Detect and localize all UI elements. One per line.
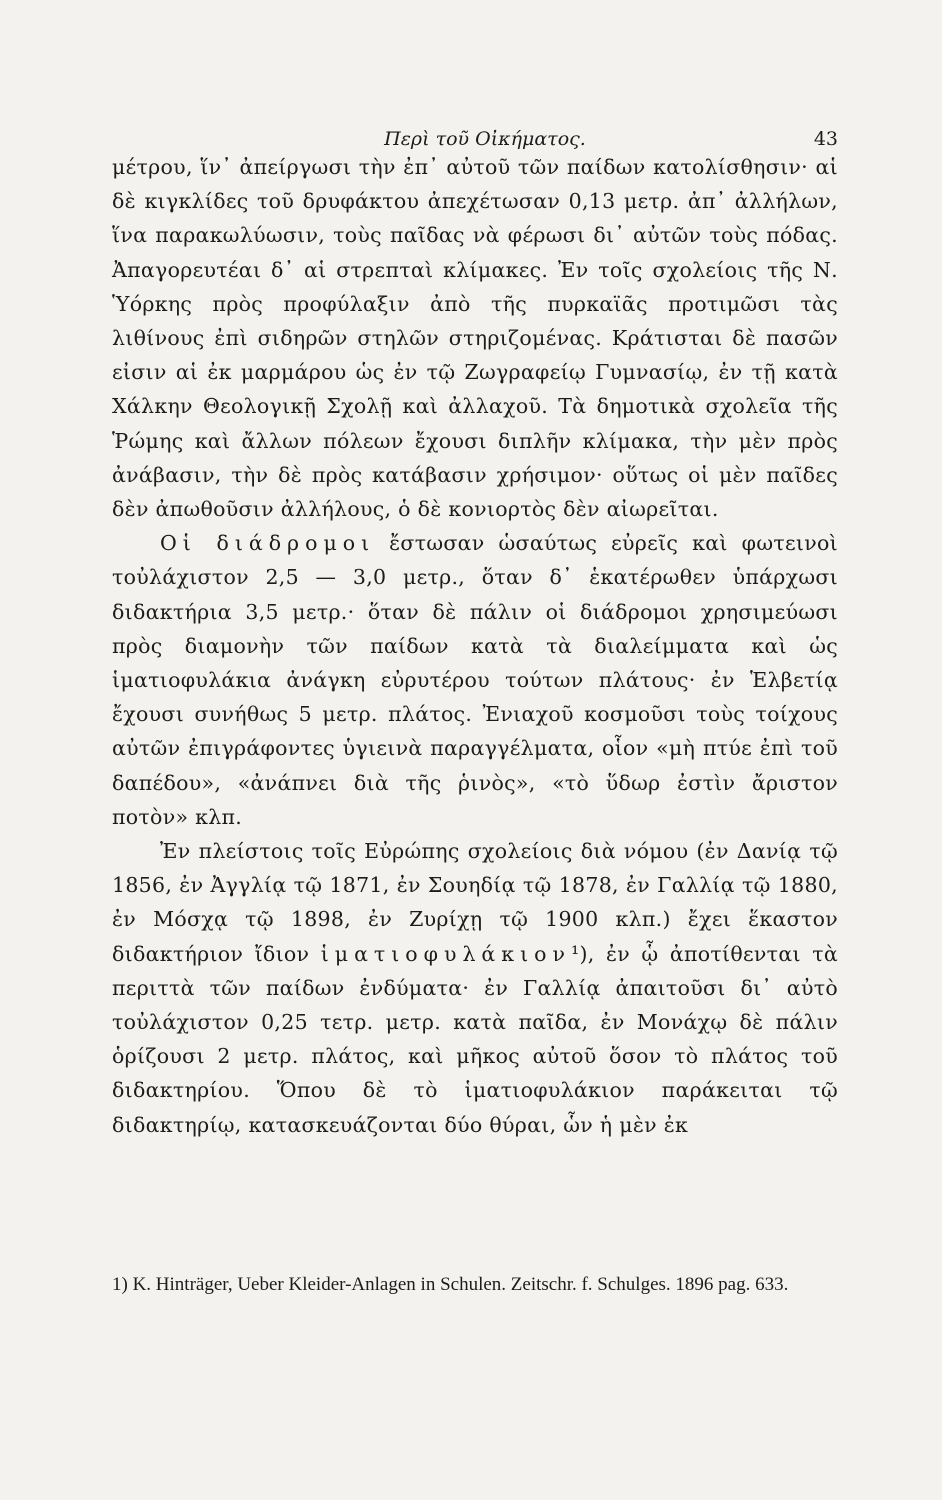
paragraph-text: Ἐν πλείστοις τοῖς Εὐρώπης σχολείοις διὰ νόμου (ἐν Δανίᾳ τῷ 1856, ἐν Ἀγγλίᾳ τῷ 1871, ἐν Σουηδίᾳ τῷ 1878, ἐν Γαλλίᾳ τῷ 1880, ἐν Μόσχᾳ τῷ 1898, ἐν Ζυρίχῃ τῷ 1900 κλπ.) ἔχει ἕκαστον διδακτήριον ἴδιον [112,839,838,966]
paragraph-text: μέτρου, ἵν᾽ ἀπείργωσι τὴν ἐπ᾽ αὐτοῦ τῶν παίδων κατολίσθησιν· αἱ δὲ κιγκλίδες τοῦ δρυφάκτου ἀπεχέτωσαν 0,13 μετρ. ἀπ᾽ ἀλλήλων, ἵνα παρακωλύωσιν, τοὺς παῖδας νὰ φέρωσι δι᾽ αὐτῶν τοὺς πόδας. Ἀπαγορευτέαι δ᾽ αἱ στρεπταὶ κλίμακες. Ἐν τοῖς σχολείοις τῆς Ν. Ὑόρκης πρὸς προφύλαξιν ἀπὸ τῆς πυρκαϊᾶς προτιμῶσι τὰς λιθίνους ἐπὶ σιδηρῶν στηλῶν στηριζομένας. Κράτισται δὲ πασῶν εἰσιν αἱ ἐκ μαρμάρου ὡς ἐν τῷ Ζωγραφείῳ Γυμνασίῳ, ἐν τῇ κατὰ Χάλκην Θεολογικῇ Σχολῇ καὶ ἀλλαχοῦ. Τὰ δημοτικὰ σχολεῖα τῆς Ῥώμης καὶ ἄλλων πόλεων ἔχουσι διπλῆν κλίμακα, τὴν μὲν πρὸς ἀνάβασιν, τὴν δὲ πρὸς κατάβασιν χρήσιμον· οὕτως οἱ μὲν παῖδες δὲν ἀπωθοῦσιν ἀλλήλους, ὁ δὲ κονιορτὸς δὲν αἰωρεῖται. [112,155,838,522]
spaced-term: Οἱ διάδρομοι [160,531,376,556]
paragraph-text: ἔστωσαν ὡσαύτως εὐρεῖς καὶ φωτεινοὶ τοὐλάχιστον 2,5 — 3,0 μετρ., ὅταν δ᾽ ἑκατέρωθεν ὑπάρχωσι διδακτήρια 3,5 μετρ.· ὅταν δὲ πάλιν οἱ διάδρομοι χρησιμεύωσι πρὸς διαμονὴν τῶν παίδων κατὰ τὰ διαλείμματα καὶ ὡς ἱματιοφυλάκια ἀνάγκη εὐρυτέρου τούτων πλάτους· ἐν Ἑλβετίᾳ ἔχουσι συνήθως 5 μετρ. πλάτος. Ἐνιαχοῦ κοσμοῦσι τοὺς τοίχους αὐτῶν ἐπιγράφοντες ὑγιεινὰ παραγγέλματα, οἷον «μὴ πτύε ἐπὶ τοῦ δαπέδου», «ἀνάπνει διὰ τῆς ῥινὸς», «τὸ ὕδωρ ἐστὶν ἄριστον ποτὸν» κλπ. [112,531,838,829]
spaced-term: ἱματιοφυλάκιον [320,941,571,966]
paragraph [112,834,838,1142]
body-text [112,150,838,1142]
paragraph-text: ¹), ἐν ᾧ ἀποτίθενται τὰ περιττὰ τῶν παίδων ἐνδύματα· ἐν Γαλλίᾳ ἀπαιτοῦσι δι᾽ αὐτὸ τοὐλάχιστον 0,25 τετρ. μετρ. κατὰ παῖδα, ἐν Μονάχῳ δὲ πάλιν ὁρίζουσι 2 μετρ. πλάτος, καὶ μῆκος αὐτοῦ ὅσον τὸ πλάτος τοῦ διδακτηρίου. Ὅπου δὲ τὸ ἱματιοφυλάκιον παράκειται τῷ διδακτηρίῳ, κατασκευάζονται δύο θύραι, ὧν ἡ μὲν ἐκ [112,941,838,1137]
paragraph [112,526,838,834]
footnote: 1) K. Hinträger, Ueber Kleider-Anlagen in Schulen. Zeitschr. f. Schulges. 1896 pag. 633. [112,1274,789,1295]
paragraph [112,150,838,526]
running-title: Περὶ τοῦ Οἰκήματος. [384,128,586,150]
page-number: 43 [813,128,838,150]
